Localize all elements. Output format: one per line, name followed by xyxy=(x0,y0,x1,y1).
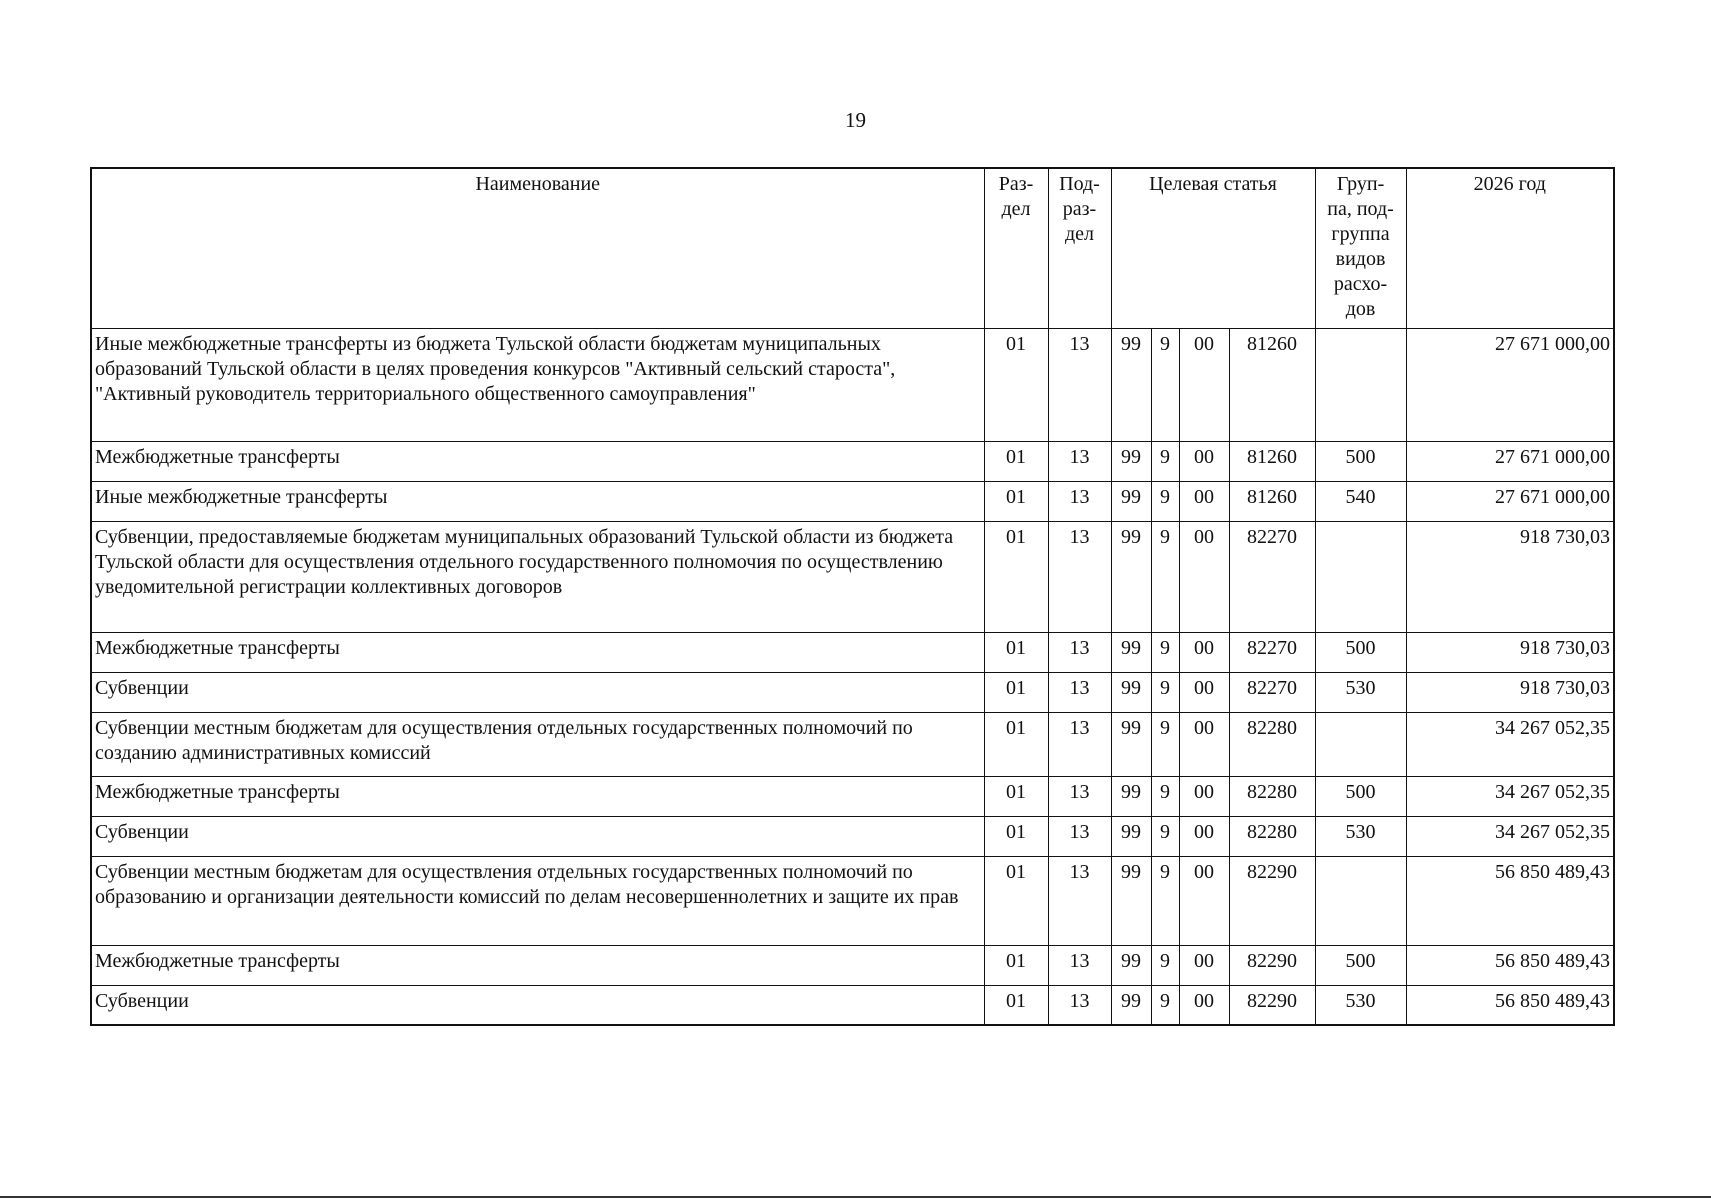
row-podrazdel: 13 xyxy=(1048,816,1111,856)
row-gruppa xyxy=(1315,856,1406,945)
row-cs-subprogram: 00 xyxy=(1179,328,1229,441)
row-cs-direction: 82270 xyxy=(1229,632,1315,672)
row-podrazdel: 13 xyxy=(1048,856,1111,945)
row-gruppa xyxy=(1315,521,1406,632)
row-cs-type: 9 xyxy=(1151,521,1179,632)
row-cs-subprogram: 00 xyxy=(1179,985,1229,1025)
table-row xyxy=(91,441,1614,481)
row-cs-program: 99 xyxy=(1111,776,1151,816)
row-gruppa xyxy=(1315,712,1406,776)
table-body xyxy=(91,328,1614,1025)
row-name: Субвенции xyxy=(91,985,984,1025)
table-row xyxy=(91,985,1614,1025)
row-amount: 56 850 489,43 xyxy=(1406,985,1614,1025)
table-row xyxy=(91,712,1614,776)
row-amount: 34 267 052,35 xyxy=(1406,816,1614,856)
row-name: Субвенции местным бюджетам для осуществления отдельных государственных полномочий по созданию административных комиссий xyxy=(91,712,984,776)
row-gruppa: 530 xyxy=(1315,816,1406,856)
row-podrazdel: 13 xyxy=(1048,521,1111,632)
row-cs-type: 9 xyxy=(1151,328,1179,441)
row-gruppa: 500 xyxy=(1315,776,1406,816)
table-row xyxy=(91,945,1614,985)
row-cs-program: 99 xyxy=(1111,985,1151,1025)
row-gruppa: 530 xyxy=(1315,672,1406,712)
row-amount: 27 671 000,00 xyxy=(1406,441,1614,481)
row-podrazdel: 13 xyxy=(1048,328,1111,441)
table-row xyxy=(91,328,1614,441)
row-name: Межбюджетные трансферты xyxy=(91,776,984,816)
row-amount: 27 671 000,00 xyxy=(1406,481,1614,521)
row-cs-subprogram: 00 xyxy=(1179,856,1229,945)
row-cs-direction: 82280 xyxy=(1229,776,1315,816)
row-razdel: 01 xyxy=(984,712,1048,776)
row-cs-program: 99 xyxy=(1111,672,1151,712)
row-cs-subprogram: 00 xyxy=(1179,816,1229,856)
row-cs-subprogram: 00 xyxy=(1179,945,1229,985)
row-cs-type: 9 xyxy=(1151,856,1179,945)
table-row xyxy=(91,521,1614,632)
row-amount: 56 850 489,43 xyxy=(1406,945,1614,985)
row-podrazdel: 13 xyxy=(1048,776,1111,816)
row-cs-type: 9 xyxy=(1151,712,1179,776)
row-cs-type: 9 xyxy=(1151,985,1179,1025)
row-amount: 918 730,03 xyxy=(1406,632,1614,672)
row-cs-type: 9 xyxy=(1151,776,1179,816)
row-cs-direction: 82290 xyxy=(1229,985,1315,1025)
row-cs-program: 99 xyxy=(1111,856,1151,945)
row-razdel: 01 xyxy=(984,985,1048,1025)
row-cs-direction: 81260 xyxy=(1229,441,1315,481)
row-name: Межбюджетные трансферты xyxy=(91,441,984,481)
row-podrazdel: 13 xyxy=(1048,672,1111,712)
row-amount: 34 267 052,35 xyxy=(1406,776,1614,816)
row-razdel: 01 xyxy=(984,632,1048,672)
row-cs-program: 99 xyxy=(1111,712,1151,776)
row-gruppa: 500 xyxy=(1315,945,1406,985)
row-amount: 34 267 052,35 xyxy=(1406,712,1614,776)
row-podrazdel: 13 xyxy=(1048,481,1111,521)
row-amount: 918 730,03 xyxy=(1406,521,1614,632)
row-razdel: 01 xyxy=(984,441,1048,481)
row-cs-direction: 82280 xyxy=(1229,816,1315,856)
row-cs-subprogram: 00 xyxy=(1179,632,1229,672)
row-cs-direction: 82290 xyxy=(1229,945,1315,985)
row-cs-type: 9 xyxy=(1151,816,1179,856)
row-cs-direction: 81260 xyxy=(1229,328,1315,441)
row-cs-type: 9 xyxy=(1151,672,1179,712)
row-razdel: 01 xyxy=(984,481,1048,521)
row-name: Субвенции xyxy=(91,816,984,856)
row-name: Иные межбюджетные трансферты xyxy=(91,481,984,521)
row-razdel: 01 xyxy=(984,521,1048,632)
row-razdel: 01 xyxy=(984,816,1048,856)
row-cs-subprogram: 00 xyxy=(1179,712,1229,776)
row-gruppa: 500 xyxy=(1315,632,1406,672)
row-cs-subprogram: 00 xyxy=(1179,441,1229,481)
row-razdel: 01 xyxy=(984,776,1048,816)
row-razdel: 01 xyxy=(984,856,1048,945)
row-cs-type: 9 xyxy=(1151,945,1179,985)
scan-border-line xyxy=(0,1196,1711,1198)
row-razdel: 01 xyxy=(984,945,1048,985)
table-row xyxy=(91,672,1614,712)
row-gruppa: 500 xyxy=(1315,441,1406,481)
table-row xyxy=(91,816,1614,856)
row-cs-program: 99 xyxy=(1111,441,1151,481)
row-cs-type: 9 xyxy=(1151,632,1179,672)
row-name: Субвенции, предоставляемые бюджетам муниципальных образований Тульской области из бюджета Тульской области для осуществления отдельного государственного полномочия по осуществлению уведомительной регистрации коллективных договоров xyxy=(91,521,984,632)
row-name: Субвенции xyxy=(91,672,984,712)
row-amount: 27 671 000,00 xyxy=(1406,328,1614,441)
budget-table xyxy=(90,167,1615,1026)
row-amount: 918 730,03 xyxy=(1406,672,1614,712)
page-number: 19 xyxy=(845,108,866,132)
row-cs-program: 99 xyxy=(1111,328,1151,441)
row-cs-direction: 82290 xyxy=(1229,856,1315,945)
header-podrazdel: Под- раз- дел xyxy=(1048,168,1111,328)
row-name: Иные межбюджетные трансферты из бюджета Тульской области бюджетам муниципальных образований Тульской области в целях проведения конкурсов "Активный сельский староста", "Активный руководитель территориального общественного самоуправления" xyxy=(91,328,984,441)
row-cs-program: 99 xyxy=(1111,945,1151,985)
row-razdel: 01 xyxy=(984,672,1048,712)
table-row xyxy=(91,856,1614,945)
row-cs-program: 99 xyxy=(1111,632,1151,672)
row-cs-program: 99 xyxy=(1111,816,1151,856)
row-gruppa: 540 xyxy=(1315,481,1406,521)
table-row xyxy=(91,632,1614,672)
row-cs-type: 9 xyxy=(1151,441,1179,481)
header-year: 2026 год xyxy=(1406,168,1614,328)
table-row xyxy=(91,481,1614,521)
header-celevaya-statya: Целевая статья xyxy=(1111,168,1315,328)
row-amount: 56 850 489,43 xyxy=(1406,856,1614,945)
row-podrazdel: 13 xyxy=(1048,985,1111,1025)
row-gruppa xyxy=(1315,328,1406,441)
row-cs-type: 9 xyxy=(1151,481,1179,521)
row-cs-direction: 81260 xyxy=(1229,481,1315,521)
row-cs-direction: 82270 xyxy=(1229,521,1315,632)
row-podrazdel: 13 xyxy=(1048,632,1111,672)
row-cs-subprogram: 00 xyxy=(1179,521,1229,632)
table-row xyxy=(91,776,1614,816)
row-razdel: 01 xyxy=(984,328,1048,441)
header-gruppa: Груп- па, под- группа видов расхо- дов xyxy=(1315,168,1406,328)
row-cs-subprogram: 00 xyxy=(1179,481,1229,521)
table-header-row xyxy=(91,168,1614,328)
row-cs-program: 99 xyxy=(1111,481,1151,521)
row-name: Субвенции местным бюджетам для осуществления отдельных государственных полномочий по образованию и организации деятельности комиссий по делам несовершеннолетних и защите их прав xyxy=(91,856,984,945)
row-podrazdel: 13 xyxy=(1048,945,1111,985)
row-name: Межбюджетные трансферты xyxy=(91,945,984,985)
row-podrazdel: 13 xyxy=(1048,712,1111,776)
header-name: Наименование xyxy=(91,168,984,328)
row-cs-subprogram: 00 xyxy=(1179,776,1229,816)
row-cs-program: 99 xyxy=(1111,521,1151,632)
row-name: Межбюджетные трансферты xyxy=(91,632,984,672)
header-razdel: Раз- дел xyxy=(984,168,1048,328)
row-podrazdel: 13 xyxy=(1048,441,1111,481)
row-cs-direction: 82270 xyxy=(1229,672,1315,712)
row-gruppa: 530 xyxy=(1315,985,1406,1025)
row-cs-direction: 82280 xyxy=(1229,712,1315,776)
row-cs-subprogram: 00 xyxy=(1179,672,1229,712)
